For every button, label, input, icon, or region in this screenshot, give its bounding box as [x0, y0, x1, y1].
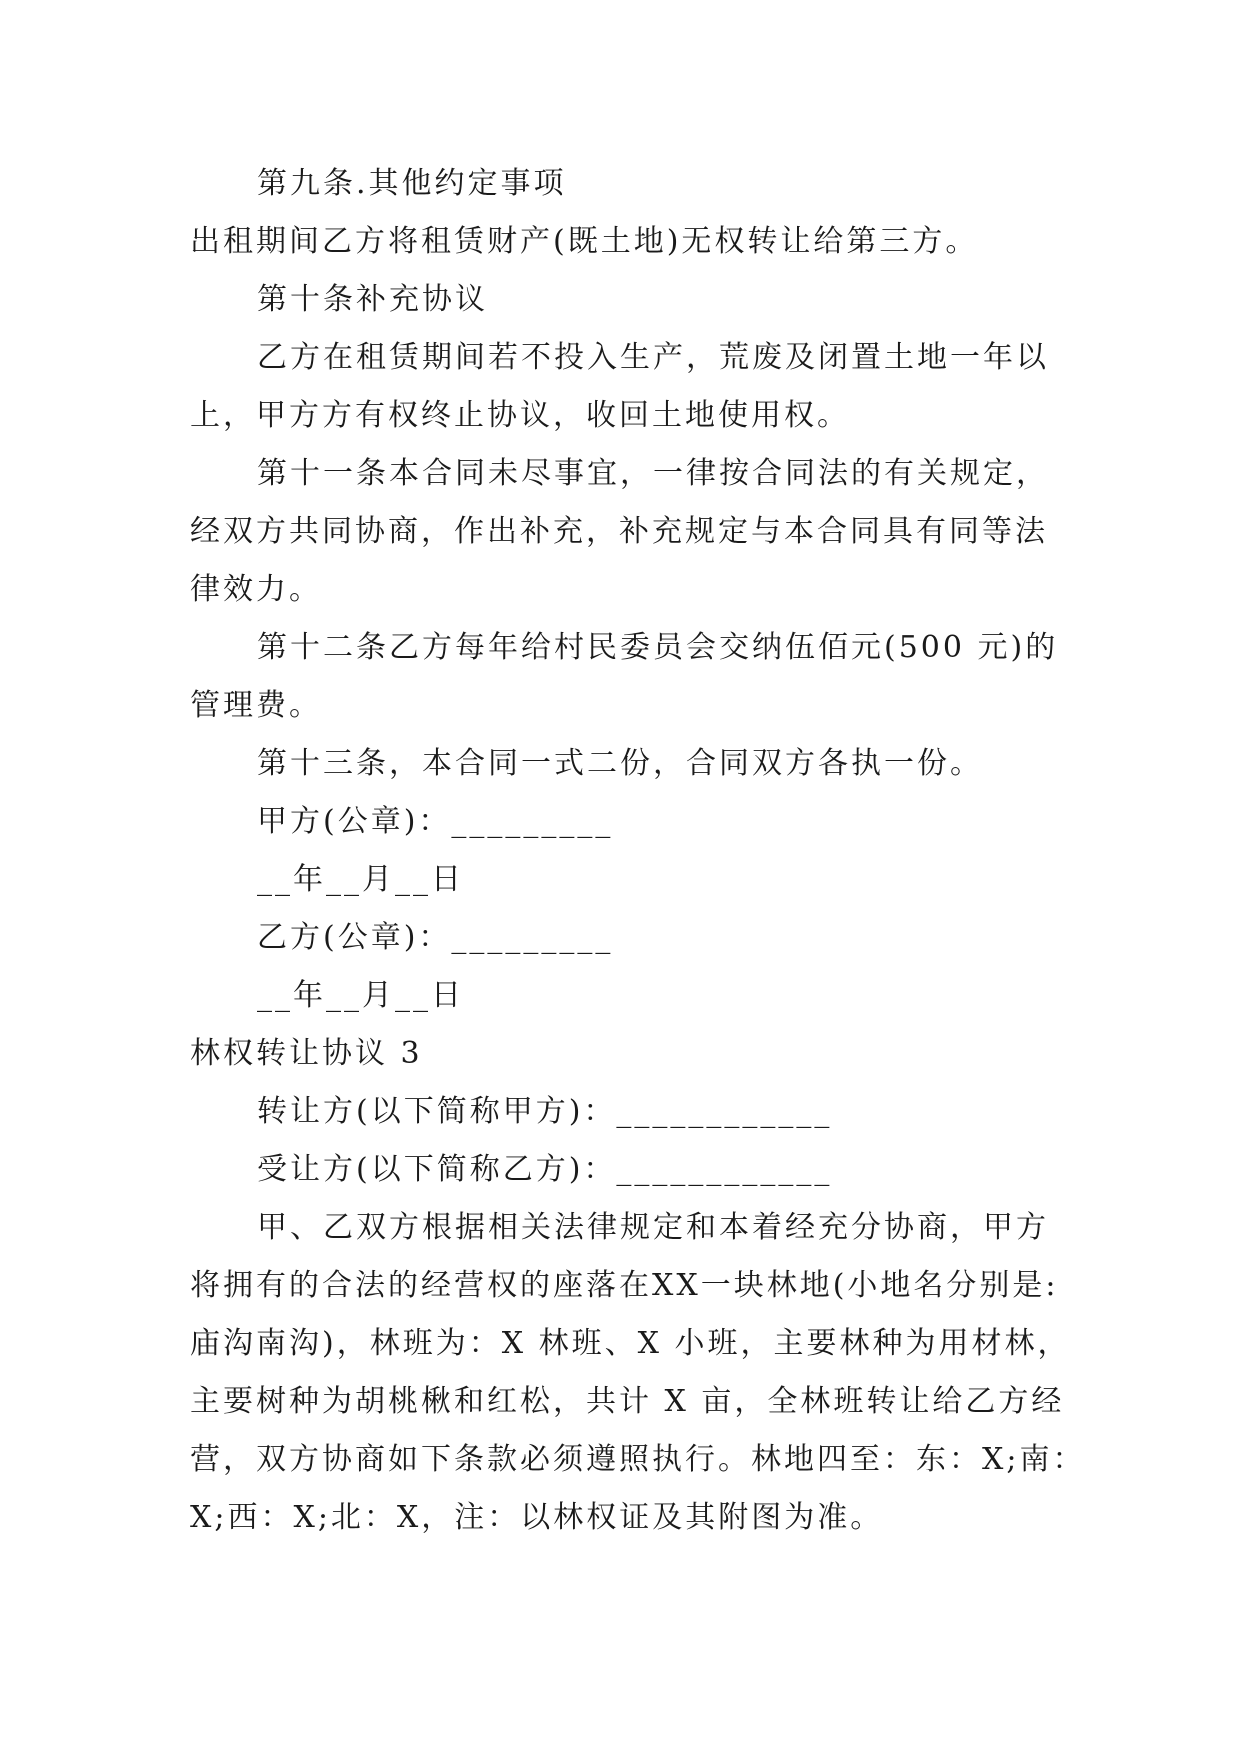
article-11-line-3: 律效力。 — [190, 572, 322, 607]
article-13-text: 第十三条，本合同一式二份，合同双方各执一份。 — [257, 746, 983, 781]
agreement-3-body-line-2: 将拥有的合法的经营权的座落在XX一块林地(小地名分别是: — [190, 1268, 1059, 1303]
transferor-line: 转让方(以下简称甲方)：____________ — [257, 1094, 833, 1129]
party-a-seal-line: 甲方(公章)：_________ — [257, 804, 614, 839]
agreement-3-title: 林权转让协议 3 — [190, 1036, 423, 1071]
article-11-line-1: 第十一条本合同未尽事宜，一律按合同法的有关规定， — [257, 456, 1049, 491]
article-10-text-line-2: 上，甲方方有权终止协议，收回土地使用权。 — [190, 398, 850, 433]
article-11-line-2: 经双方共同协商，作出补充，补充规定与本合同具有同等法 — [190, 514, 1048, 549]
article-10-heading: 第十条补充协议 — [257, 282, 488, 317]
agreement-3-body-line-1: 甲、乙双方根据相关法律规定和本着经充分协商，甲方 — [257, 1210, 1049, 1245]
party-a-date-line: __年__月__日 — [257, 862, 464, 897]
article-9-heading: 第九条.其他约定事项 — [257, 166, 567, 201]
agreement-3-body-line-5: 营，双方协商如下条款必须遵照执行。林地四至：东：X;南： — [190, 1442, 1086, 1477]
article-9-text: 出租期间乙方将租赁财产(既土地)无权转让给第三方。 — [190, 224, 979, 259]
agreement-3-body-line-3: 庙沟南沟)，林班为：X 林班、X 小班，主要林种为用材林， — [190, 1326, 1071, 1361]
article-12-line-1: 第十二条乙方每年给村民委员会交纳伍佰元(500 元)的 — [257, 630, 1059, 665]
transferee-line: 受让方(以下简称乙方)：____________ — [257, 1152, 833, 1187]
article-12-line-2: 管理费。 — [190, 688, 322, 723]
agreement-3-body-line-4: 主要树种为胡桃楸和红松，共计 X 亩，全林班转让给乙方经 — [190, 1384, 1065, 1419]
party-b-date-line: __年__月__日 — [257, 978, 464, 1013]
article-10-text-line-1: 乙方在租赁期间若不投入生产，荒废及闭置土地一年以 — [257, 340, 1049, 375]
party-b-seal-line: 乙方(公章)：_________ — [257, 920, 614, 955]
agreement-3-body-line-6: X;西：X;北：X，注：以林权证及其附图为准。 — [190, 1500, 884, 1535]
